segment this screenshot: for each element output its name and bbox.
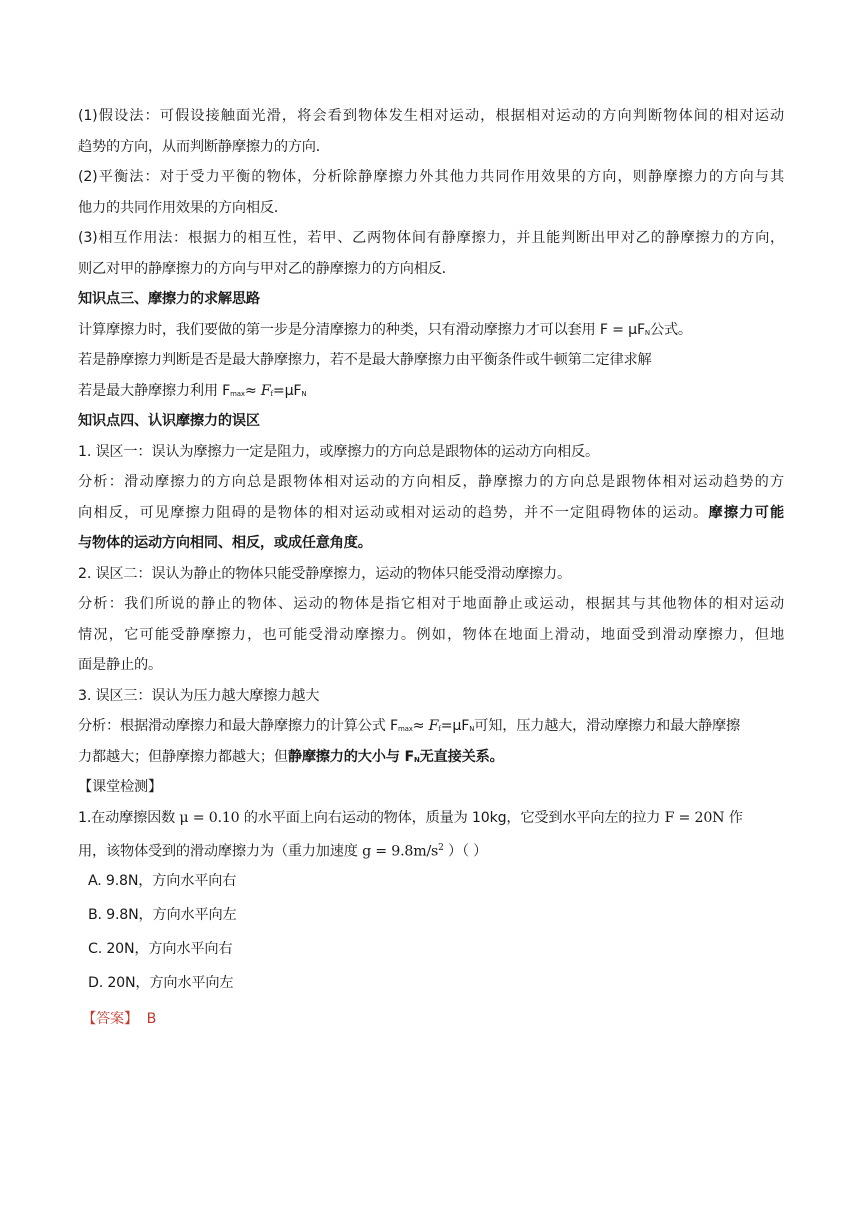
question-1-line-1 (78, 803, 784, 834)
question-1-post: 作 (724, 809, 743, 826)
k3-paragraph-1 (78, 315, 784, 346)
option-d: D. 20N，方向水平向左 (88, 974, 234, 991)
answer-line (78, 1004, 784, 1035)
analysis-1-line-2 (78, 498, 784, 529)
method-assume-line-2: 趋势的方向，从而判断静摩擦力的方向． (78, 138, 330, 155)
option-b: B. 9.8N，方向水平向左 (88, 906, 237, 923)
analysis-3-line-2-bold: 静摩擦力的大小与 F (287, 748, 414, 765)
question-1-mid: 的水平面上向右运动的物体，质量为 10kg，它受到水平向左的拉力 (239, 809, 665, 826)
page-content (78, 101, 784, 1034)
k3-p3-sub-f: f (270, 389, 273, 398)
question-1-text: 1.在动摩擦因数 (78, 809, 180, 826)
option-c: C. 20N，方向水平向右 (88, 940, 233, 957)
analysis-3-line-2-bold-sub: N (413, 755, 420, 764)
analysis-3-eq: =μF (440, 718, 470, 734)
analysis-3-sub-max: max (398, 725, 413, 733)
analysis-3-line-1 (78, 711, 784, 742)
question-1-blank: ）（ ） (443, 843, 488, 860)
analysis-1-line-3: 与物体的运动方向相同、相反，或成任意角度。 (78, 535, 372, 551)
k4-heading: 知识点四、认识摩擦力的误区 (78, 413, 260, 429)
question-1-mu: μ = 0.10 (179, 809, 240, 826)
analysis-3-line-2-bold-post: 无直接关系。 (419, 748, 504, 765)
misconception-3: 3. 误区三：误认为压力越大摩擦力越大 (78, 687, 320, 704)
answer-label: 【答案】 (82, 1010, 138, 1027)
analysis-3-sub-n: N (469, 725, 475, 733)
k3-p3-var-f: F (260, 382, 271, 399)
k3-heading: 知识点三、摩擦力的求解思路 (78, 291, 260, 307)
question-1-gravity: g = 9.8m/s (362, 843, 439, 860)
k3-p3-sub-n: N (301, 389, 307, 398)
analysis-2-line-1: 分析：我们所说的静止的物体、运动的物体是指它相对于地面静止或运动，根据其与其他物体的相对运动 (78, 596, 784, 612)
analysis-1-line-2-text: 向相反，可见摩擦力阻碍的是物体的相对运动或相对运动的趋势，并不一定阻碍物体的运动。 (78, 504, 709, 521)
check-heading: 【课堂检测】 (78, 779, 162, 795)
analysis-1-line-1: 分析：滑动摩擦力的方向总是跟物体相对运动的方向相反，静摩擦力的方向总是跟物体相对运动趋势的方 (78, 474, 784, 490)
k3-paragraph-3 (78, 376, 784, 407)
k3-p3-sub-max: max (230, 389, 245, 398)
k3-paragraph-2: 若是静摩擦力判断是否是最大静摩擦力，若不是最大静摩擦力由平衡条件或牛顿第二定律求解 (78, 352, 652, 368)
question-1-line-2-text: 用，该物体受到的滑动摩擦力为（重力加速度 (78, 843, 363, 860)
analysis-3-var-f: F (428, 718, 439, 734)
k3-p3-text: 若是最大静摩擦力利用 F (78, 382, 231, 399)
k3-p3-eq: =μF (272, 382, 302, 399)
question-1-line-2 (78, 833, 784, 864)
option-a: A. 9.8N，方向水平向右 (88, 872, 237, 889)
answer-value: B (146, 1010, 157, 1027)
misconception-1: 1. 误区一：误认为摩擦力一定是阻力，或摩擦力的方向总是跟物体的运动方向相反。 (78, 443, 599, 460)
method-balance-line-2: 他力的共同作用效果的方向相反． (78, 199, 288, 216)
analysis-3-approx: ≈ (412, 718, 429, 734)
method-balance-line-1: (2)平衡法：对于受力平衡的物体，分析除静摩擦力外其他力共同作用效果的方向，则静摩擦力的方向与其 (78, 169, 784, 185)
analysis-2-line-3: 面是静止的。 (78, 657, 162, 673)
k3-p1-post: 公式。 (649, 321, 692, 338)
method-interact-line-1: (3)相互作用法：根据力的相互性，若甲、乙两物体间有静摩擦力，并且能判断出甲对乙的静摩擦力的方向， (78, 230, 784, 246)
analysis-2-line-2: 情况，它可能受静摩擦力，也可能受滑动摩擦力。例如，物体在地面上滑动，地面受到滑动摩擦力，但地 (78, 626, 784, 643)
analysis-3-post: 可知，压力越大，滑动摩擦力和最大静摩擦 (474, 718, 741, 734)
method-interact-line-2: 则乙对甲的静摩擦力的方向与甲对乙的静摩擦力的方向相反． (78, 260, 456, 277)
analysis-3-sub-f: f (438, 725, 441, 733)
question-1-force: F = 20N (664, 809, 725, 826)
analysis-1-line-2-bold: 摩擦力可能 (708, 504, 784, 521)
k3-p1-text: 计算摩擦力时，我们要做的第一步是分清摩擦力的种类，只有滑动摩擦力才可以套用 F = μF (78, 321, 645, 338)
question-1-gravity-exp: 2 (438, 843, 444, 853)
analysis-3-line-2-text: 力都越大；但静摩擦力都越大；但 (78, 748, 288, 765)
method-assume-line-1: (1)假设法：可假设接触面光滑，将会看到物体发生相对运动，根据相对运动的方向判断物体间的相对运动 (78, 108, 784, 124)
k3-p3-approx: ≈ (244, 382, 261, 399)
k3-p1-sub: N (644, 328, 650, 337)
misconception-2: 2. 误区二：误认为静止的物体只能受静摩擦力，运动的物体只能受滑动摩擦力。 (78, 565, 572, 582)
analysis-3-line-2 (78, 742, 784, 773)
analysis-3-text: 分析：根据滑动摩擦力和最大静摩擦力的计算公式 F (78, 718, 398, 734)
